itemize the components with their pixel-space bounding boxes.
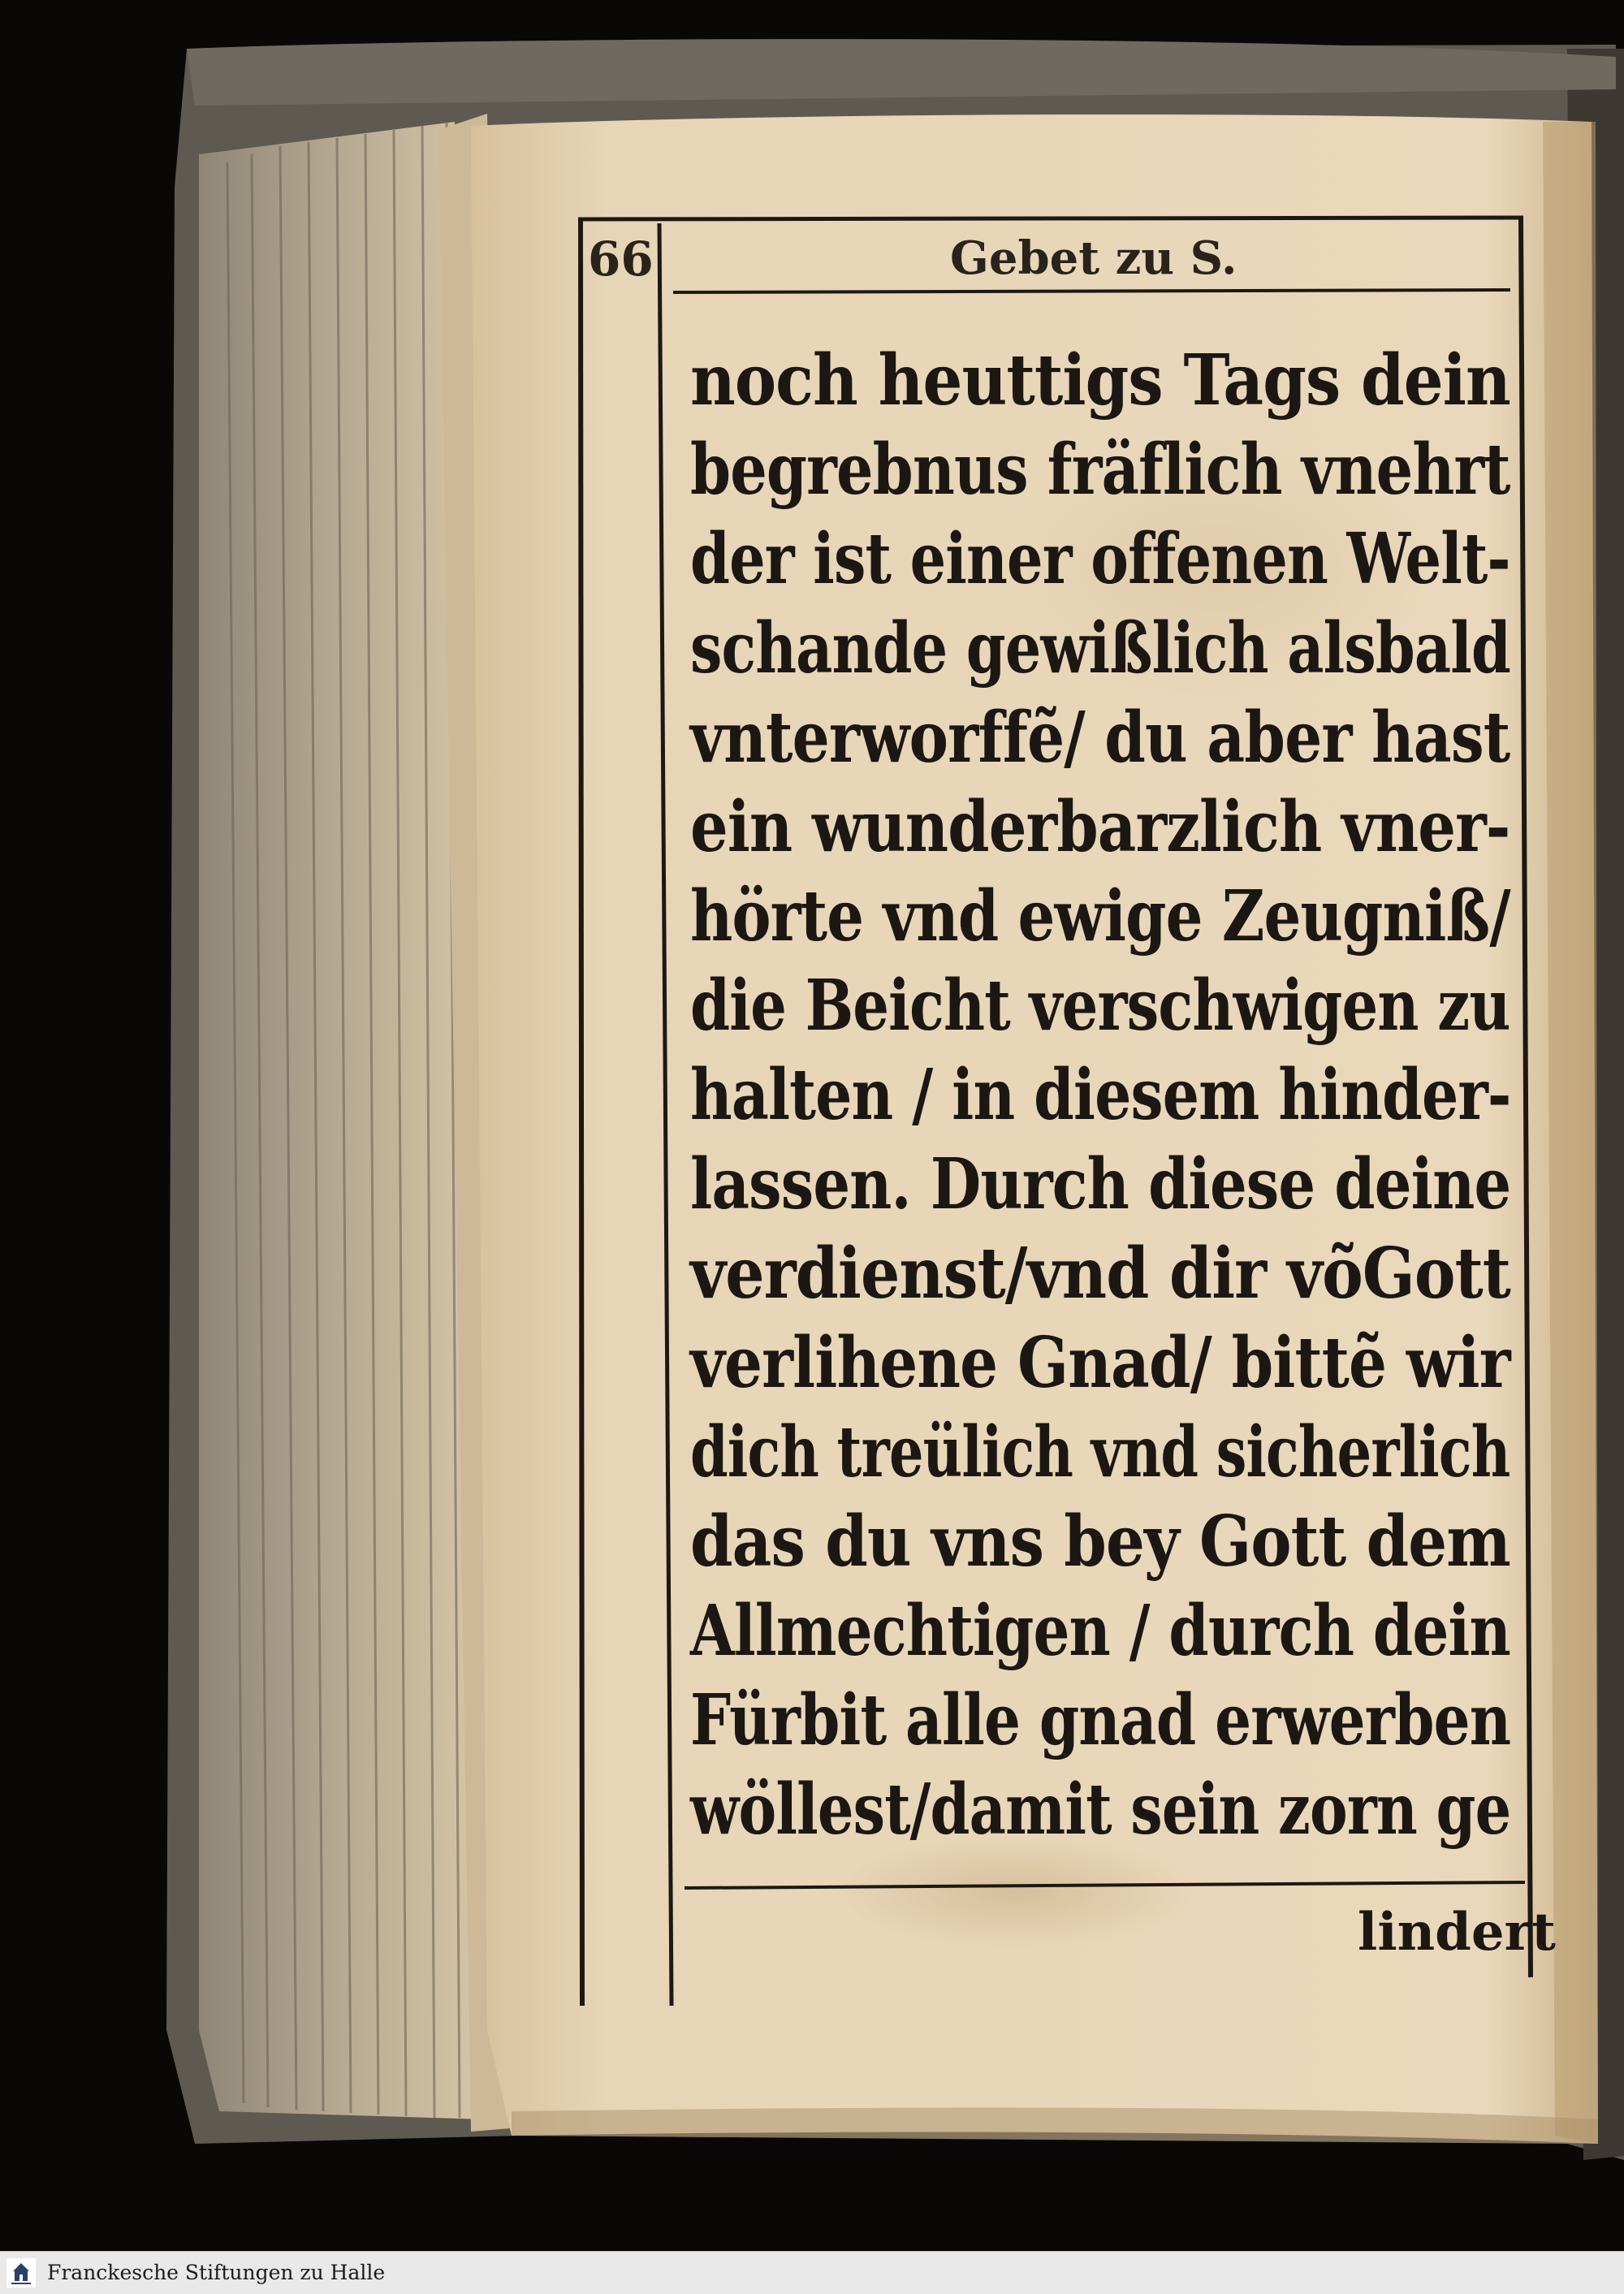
running-head: Gebet zu S. xyxy=(950,231,1237,285)
text-line: dich treülich vnd sicherlich xyxy=(690,1411,1510,1493)
footer-bar xyxy=(0,2251,1624,2294)
text-line: vnterworffẽ/ du aber hast xyxy=(690,697,1510,779)
footer-credit[interactable]: Franckesche Stiftungen zu Halle xyxy=(47,2261,386,2284)
text-line: die Beicht verschwigen zu xyxy=(690,965,1510,1047)
text-line: verlihene Gnad/ bittẽ wir xyxy=(690,1322,1510,1404)
text-line: halten / in diesem hinder- xyxy=(690,1054,1511,1136)
paper-stain xyxy=(836,1835,1194,1949)
text-line: verdienst/vnd dir võGott xyxy=(690,1233,1510,1315)
text-line: das du vns bey Gott dem xyxy=(690,1501,1510,1583)
text-line: der ist einer offenen Welt- xyxy=(690,518,1510,600)
text-line: wöllest/damit sein zorn ge xyxy=(690,1769,1511,1851)
text-line: hörte vnd ewige Zeugniß/ xyxy=(690,875,1510,957)
page-bottom-shadow xyxy=(512,2108,1598,2144)
text-line: Allmechtigen / durch dein xyxy=(690,1590,1510,1672)
text-line: ein wunderbarzlich vner- xyxy=(690,786,1510,868)
catchword: lindert xyxy=(1358,1902,1556,1963)
text-line: begrebnus fräflich vnehrt xyxy=(690,429,1510,511)
text-line: Fürbit alle gnad erwerben xyxy=(690,1679,1511,1761)
foundation-building-icon xyxy=(6,2258,36,2288)
page-number: 66 xyxy=(588,231,654,287)
text-line: lassen. Durch diese deine xyxy=(690,1143,1511,1225)
text-line: schande gewißlich alsbald xyxy=(690,607,1511,689)
text-line: noch heuttigs Tags dein xyxy=(690,339,1510,421)
